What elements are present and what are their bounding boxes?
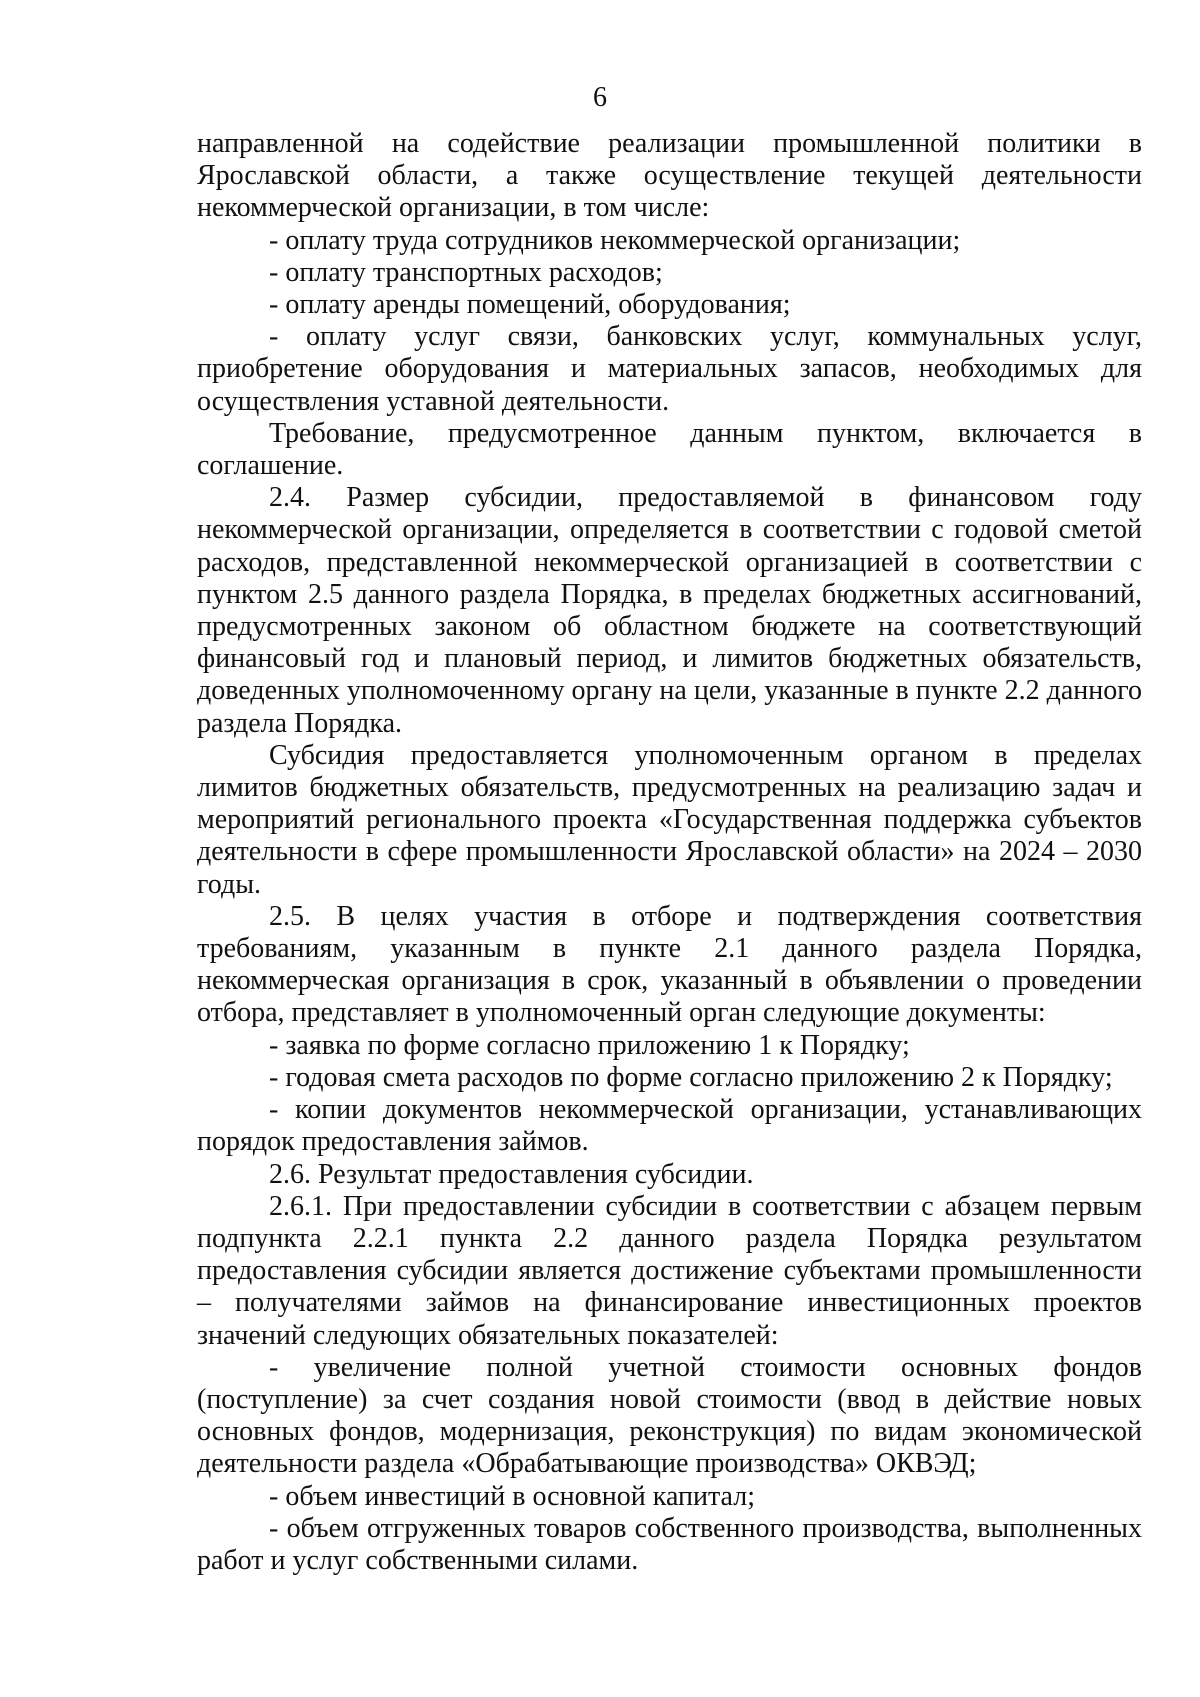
list-item: - заявка по форме согласно приложению 1 к Порядку; — [269, 1029, 910, 1061]
list-item: - годовая смета расходов по форме согласно приложению 2 к Порядку; — [269, 1061, 1113, 1093]
list-item: - оплату транспортных расходов; — [269, 256, 663, 288]
section-2-4: 2.4. Размер субсидии, предоставляемой в финансовом году некоммерческой организации, определяется в соответствии с годовой сметой расходов, представленной некоммерческой организацией в соответствии с пунктом 2.5 данного раздела Порядка, в пределах бюджетных ассигнований, предусмотренных законом об областном бюджете на соответствующий финансовый год и плановый период, и лимитов бюджетных обязательств, доведенных уполномоченному органу на цели, указанные в пункте 2.2 данного раздела Порядка. — [197, 482, 1143, 739]
list-item: - объем отгруженных товаров собственного производства, выполненных работ и услуг собственными силами. — [197, 1512, 1142, 1576]
section-2-6-1: 2.6.1. При предоставлении субсидии в соответствии с абзацем первым подпункта 2.2.1 пункта 2.2 данного раздела Порядка результатом предоставления субсидии является достижение субъектами промышленности – получателями займов на финансирование инвестиционных проектов значений следующих обязательных показателей: — [197, 1190, 1142, 1351]
list-item: - оплату аренды помещений, оборудования; — [269, 289, 791, 321]
paragraph: Субсидия предоставляется уполномоченным органом в пределах лимитов бюджетных обязательств, предусмотренных на реализацию задач и мероприятий регионального проекта «Государственная поддержка субъектов деятельности в сфере промышленности Ярославской области» на 2024 – 2030 годы. — [197, 739, 1142, 900]
list-item: - объем инвестиций в основной капитал; — [269, 1480, 755, 1512]
paragraph: Требование, предусмотренное данным пунктом, включается в соглашение. — [197, 417, 1142, 482]
page-number: 6 — [593, 82, 607, 113]
document-body — [197, 128, 1142, 1577]
section-2-5: 2.5. В целях участия в отборе и подтверждения соответствия требованиям, указанным в пункте 2.1 данного раздела Порядка, некоммерческая организация в срок, указанный в объявлении о проведении отбора, представляет в уполномоченный орган следующие документы: — [197, 900, 1142, 1029]
list-item: - оплату труда сотрудников некоммерческой организации; — [269, 224, 961, 256]
paragraph: направленной на содействие реализации промышленной политики в Ярославской области, а также осуществление текущей деятельности некоммерческой организации, в том числе: — [197, 128, 1142, 224]
list-item: - копии документов некоммерческой организации, устанавливающих порядок предоставления займов. — [197, 1094, 1142, 1158]
list-item: - оплату услуг связи, банковских услуг, коммунальных услуг, приобретение оборудования и материальных запасов, необходимых для осуществления уставной деятельности. — [197, 321, 1142, 417]
list-item: - увеличение полной учетной стоимости основных фондов (поступление) за счет создания новой стоимости (ввод в действие новых основных фондов, модернизация, реконструкция) по видам экономической деятельности раздела «Обрабатывающие производства» ОКВЭД; — [197, 1351, 1142, 1480]
section-2-6: 2.6. Результат предоставления субсидии. — [269, 1158, 754, 1190]
